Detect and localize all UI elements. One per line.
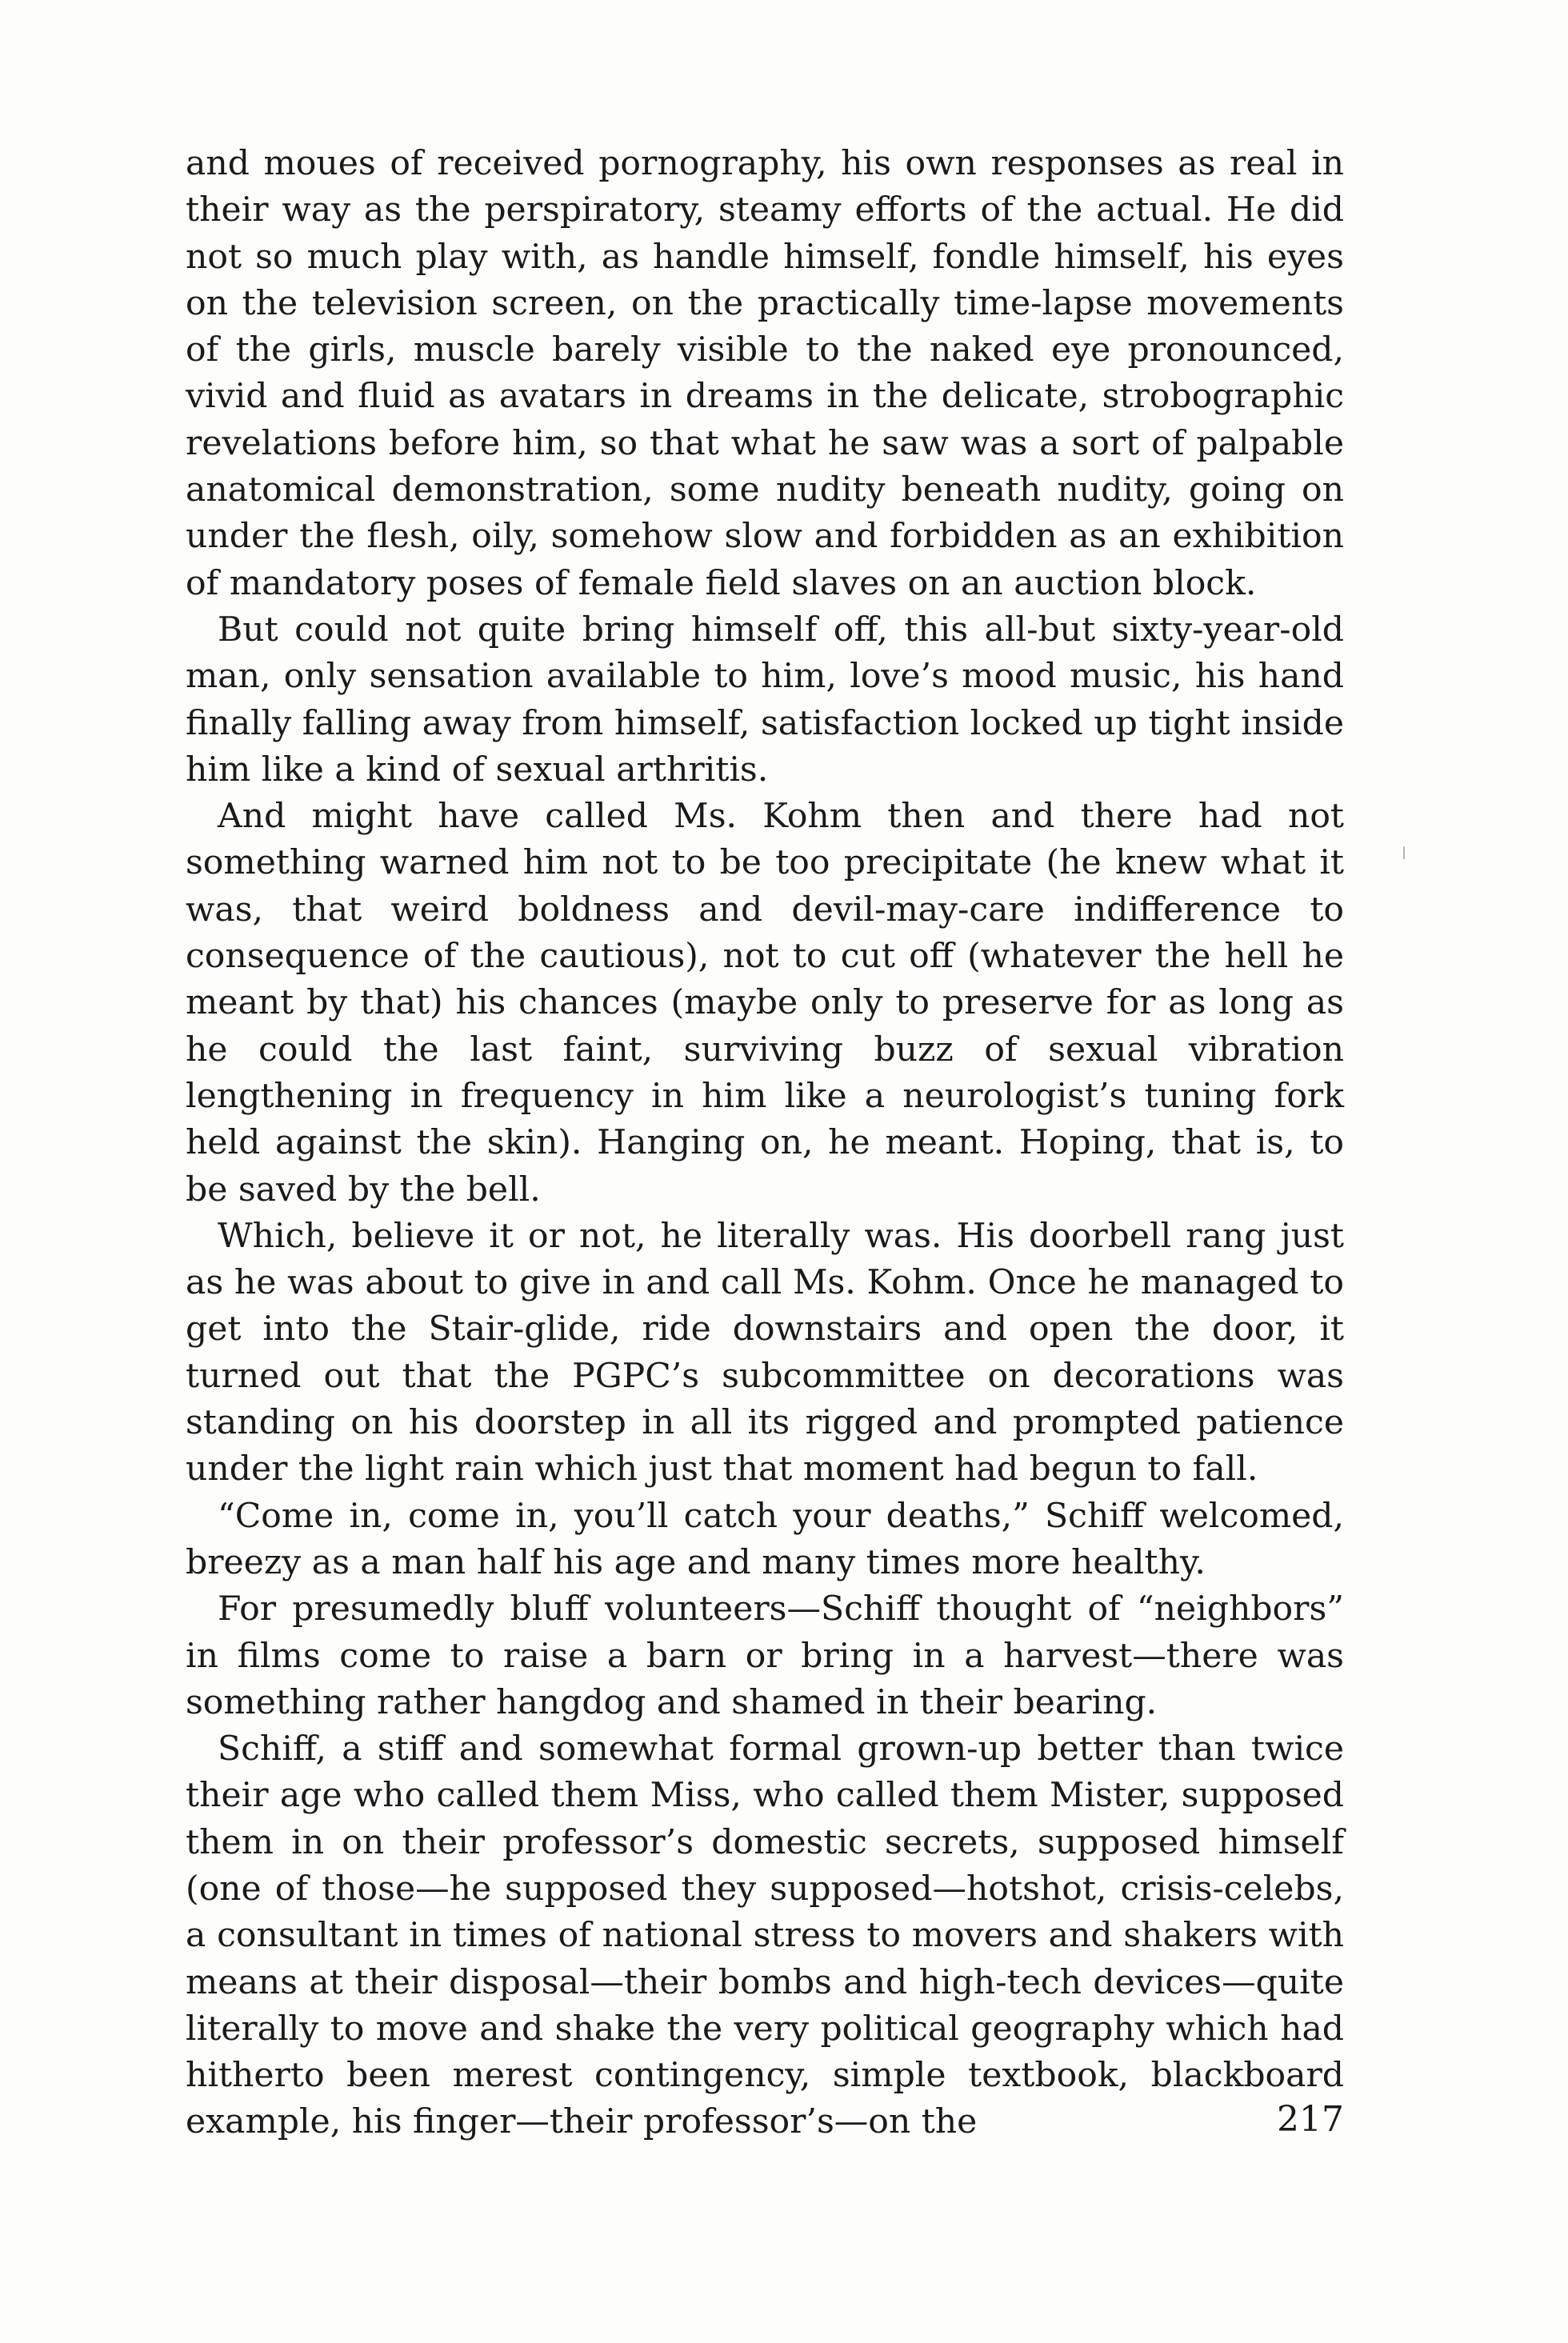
paragraph: Which, believe it or not, he literally was. His doorbell rang just as he was about to give in and call Ms. Kohm. Once he managed to get into the Stair-glide, ride downstairs and open the door, it turned out that the PGPC’s subcommittee on decorations was standing on his doorstep in all its rigged and prompted patience under the light rain which just that moment had begun to fall.	[186, 1216, 1344, 1489]
paragraph: And might have called Ms. Kohm then and there had not something warned him not to be too precipitate (he knew what it was, that weird boldness and devil-may-care indifference to consequence of the cautious), not to cut off (whatever the hell he meant by that) his chances (maybe only to preserve for as long as he could the last faint, surviving buzz of sexual vibration lengthening in frequency in him like a neurologist’s tuning fork held against the skin). Hanging on, he meant. Hoping, that is, to be saved by the bell.	[186, 797, 1344, 1209]
body-text	[186, 141, 1344, 2146]
paragraph: But could not quite bring himself off, this all-but sixty-year-old man, only sensation available to him, love’s mood music, his hand finally falling away from himself, satisfaction locked up tight inside him like a kind of sexual arthritis.	[186, 610, 1344, 790]
paragraph: For presumedly bluff volunteers—Schiff thought of “neighbors” in films come to raise a barn or bring in a harvest—there was something rather hangdog and shamed in their bearing.	[186, 1589, 1344, 1722]
paragraph: Schiff, a stiff and somewhat formal grown-up better than twice their age who called them Miss, who called them Mister, supposed them in on their professor’s domestic secrets, supposed himself (one of those—he supposed they supposed—hotshot, crisis-celebs, a consultant in times of national stress to movers and shakers with means at their disposal—their bombs and high-tech devices—quite literally to move and shake the very political geography which had hitherto been merest contingency, simple textbook, blackboard example, his finger—their professor’s—on the	[186, 1729, 1344, 2142]
paragraph-continued: and moues of received pornography, his own responses as real in their way as the perspiratory, steamy efforts of the actual. He did not so much play with, as handle himself, fondle himself, his eyes on the television screen, on the practically time-lapse movements of the girls, muscle barely visible to the naked eye pronounced, vivid and fluid as avatars in dreams in the delicate, strobographic revelations before him, so that what he saw was a sort of palpable anatomical demonstration, some nudity beneath nudity, going on under the flesh, oily, somehow slow and forbidden as an exhibition of mandatory poses of female field slaves on an auction block.	[186, 144, 1344, 603]
margin-mark	[1403, 846, 1405, 859]
paragraph: “Come in, come in, you’ll catch your deaths,” Schiff welcomed, breezy as a man half his age and many times more healthy.	[186, 1496, 1344, 1582]
page-number: 217	[1277, 2099, 1344, 2140]
